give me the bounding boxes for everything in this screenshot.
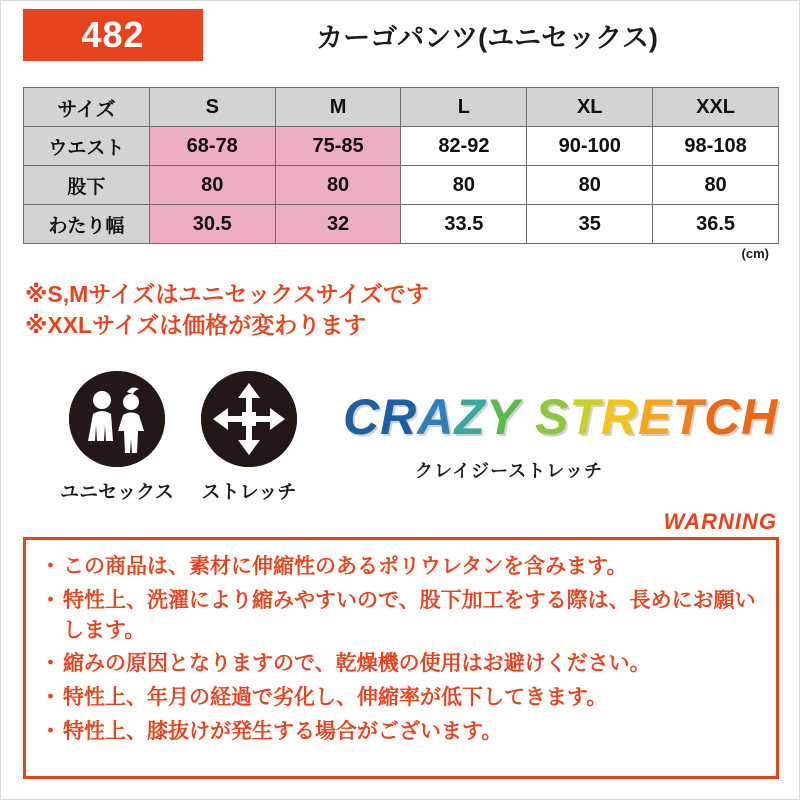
warning-label: WARNING [663, 509, 777, 534]
table-cell: 36.5 [653, 205, 779, 244]
logo-letter: S [535, 389, 570, 445]
header [1, 1, 800, 69]
feature-icons-row [25, 369, 781, 509]
table-cell: 68-78 [149, 127, 275, 166]
table-cell: 80 [149, 166, 275, 205]
warning-item [40, 717, 762, 747]
logo-letter: E [638, 389, 673, 445]
logo-letter: C [704, 389, 742, 445]
logo-letter: Y [485, 389, 521, 445]
table-header-row [24, 88, 779, 127]
logo-letter: H [741, 389, 779, 445]
table-header-cell: S [149, 88, 275, 127]
table-cell: 80 [401, 166, 527, 205]
size-table [23, 87, 779, 244]
logo-letter: A [417, 389, 455, 445]
warning-item [40, 586, 762, 646]
size-table-unit: (cm) [741, 246, 769, 261]
bullet-icon: ・ [40, 686, 61, 710]
logo-letter [520, 389, 535, 445]
warning-item [40, 649, 762, 679]
table-cell: 98-108 [653, 127, 779, 166]
product-number-badge: 482 [23, 9, 203, 61]
table-cell: 80 [527, 166, 653, 205]
table-cell: 80 [275, 166, 401, 205]
table-header-cell: XL [527, 88, 653, 127]
table-cell: 90-100 [527, 127, 653, 166]
table-cell: 33.5 [401, 205, 527, 244]
table-cell: 80 [653, 166, 779, 205]
bullet-icon: ・ [40, 720, 61, 744]
size-table-wrapper [23, 87, 779, 261]
bullet-icon: ・ [40, 652, 61, 676]
table-row-label: 股下 [24, 166, 150, 205]
logo-letter: R [601, 389, 639, 445]
logo-letter: T [672, 389, 705, 445]
table-header-cell: M [275, 88, 401, 127]
table-header-cell: サイズ [24, 88, 150, 127]
table-cell: 75-85 [275, 127, 401, 166]
warning-item-text: 特性上、膝抜けが発生する場合がございます。 [63, 720, 503, 744]
crazy-stretch-logo-subtitle: クレイジーストレッチ [415, 461, 604, 481]
unisex-icon [69, 371, 165, 467]
table-cell: 82-92 [401, 127, 527, 166]
table-cell: 32 [275, 205, 401, 244]
table-row [24, 205, 779, 244]
crazy-stretch-logo-text [343, 371, 779, 463]
note-unisex: ※S,Mサイズはユニセックスサイズです [25, 281, 429, 307]
warning-item-text: 特性上、年月の経過で劣化し、伸縮率が低下してきます。 [63, 686, 608, 710]
bullet-icon: ・ [40, 555, 61, 578]
bullet-icon: ・ [40, 588, 61, 612]
table-row [24, 166, 779, 205]
warning-box [23, 537, 779, 779]
stretch-icon [201, 371, 297, 467]
table-cell: 35 [527, 205, 653, 244]
note-price: ※XXLサイズは価格が変わります [25, 312, 367, 339]
table-row-label: ウエスト [24, 127, 150, 166]
notes-block [25, 279, 781, 341]
warning-item [40, 552, 762, 582]
table-header-cell: XXL [653, 88, 779, 127]
logo-letter: Z [454, 389, 486, 445]
logo-letter: R [380, 389, 418, 445]
warning-item-text: この商品は、素材に伸縮性のあるポリウレタンを含みます。 [63, 555, 628, 578]
warning-item [40, 683, 762, 713]
warning-item-text: 特性上、洗濯により縮みやすいので、股下加工をする際は、長めにお願いします。 [63, 588, 756, 642]
warning-item-text: 縮みの原因となりますので、乾燥機の使用はお避けください。 [63, 652, 651, 676]
logo-letter: C [343, 389, 381, 445]
unisex-icon-label: ユニセックス [60, 482, 174, 503]
table-header-cell: L [401, 88, 527, 127]
page-title: カーゴパンツ(ユニセックス) [316, 22, 658, 53]
logo-letter: T [569, 389, 602, 445]
stretch-icon-label: ストレッチ [201, 482, 297, 503]
table-cell: 30.5 [149, 205, 275, 244]
table-row [24, 127, 779, 166]
crazy-stretch-logo [343, 369, 779, 499]
table-row-label: わたり幅 [24, 205, 150, 244]
